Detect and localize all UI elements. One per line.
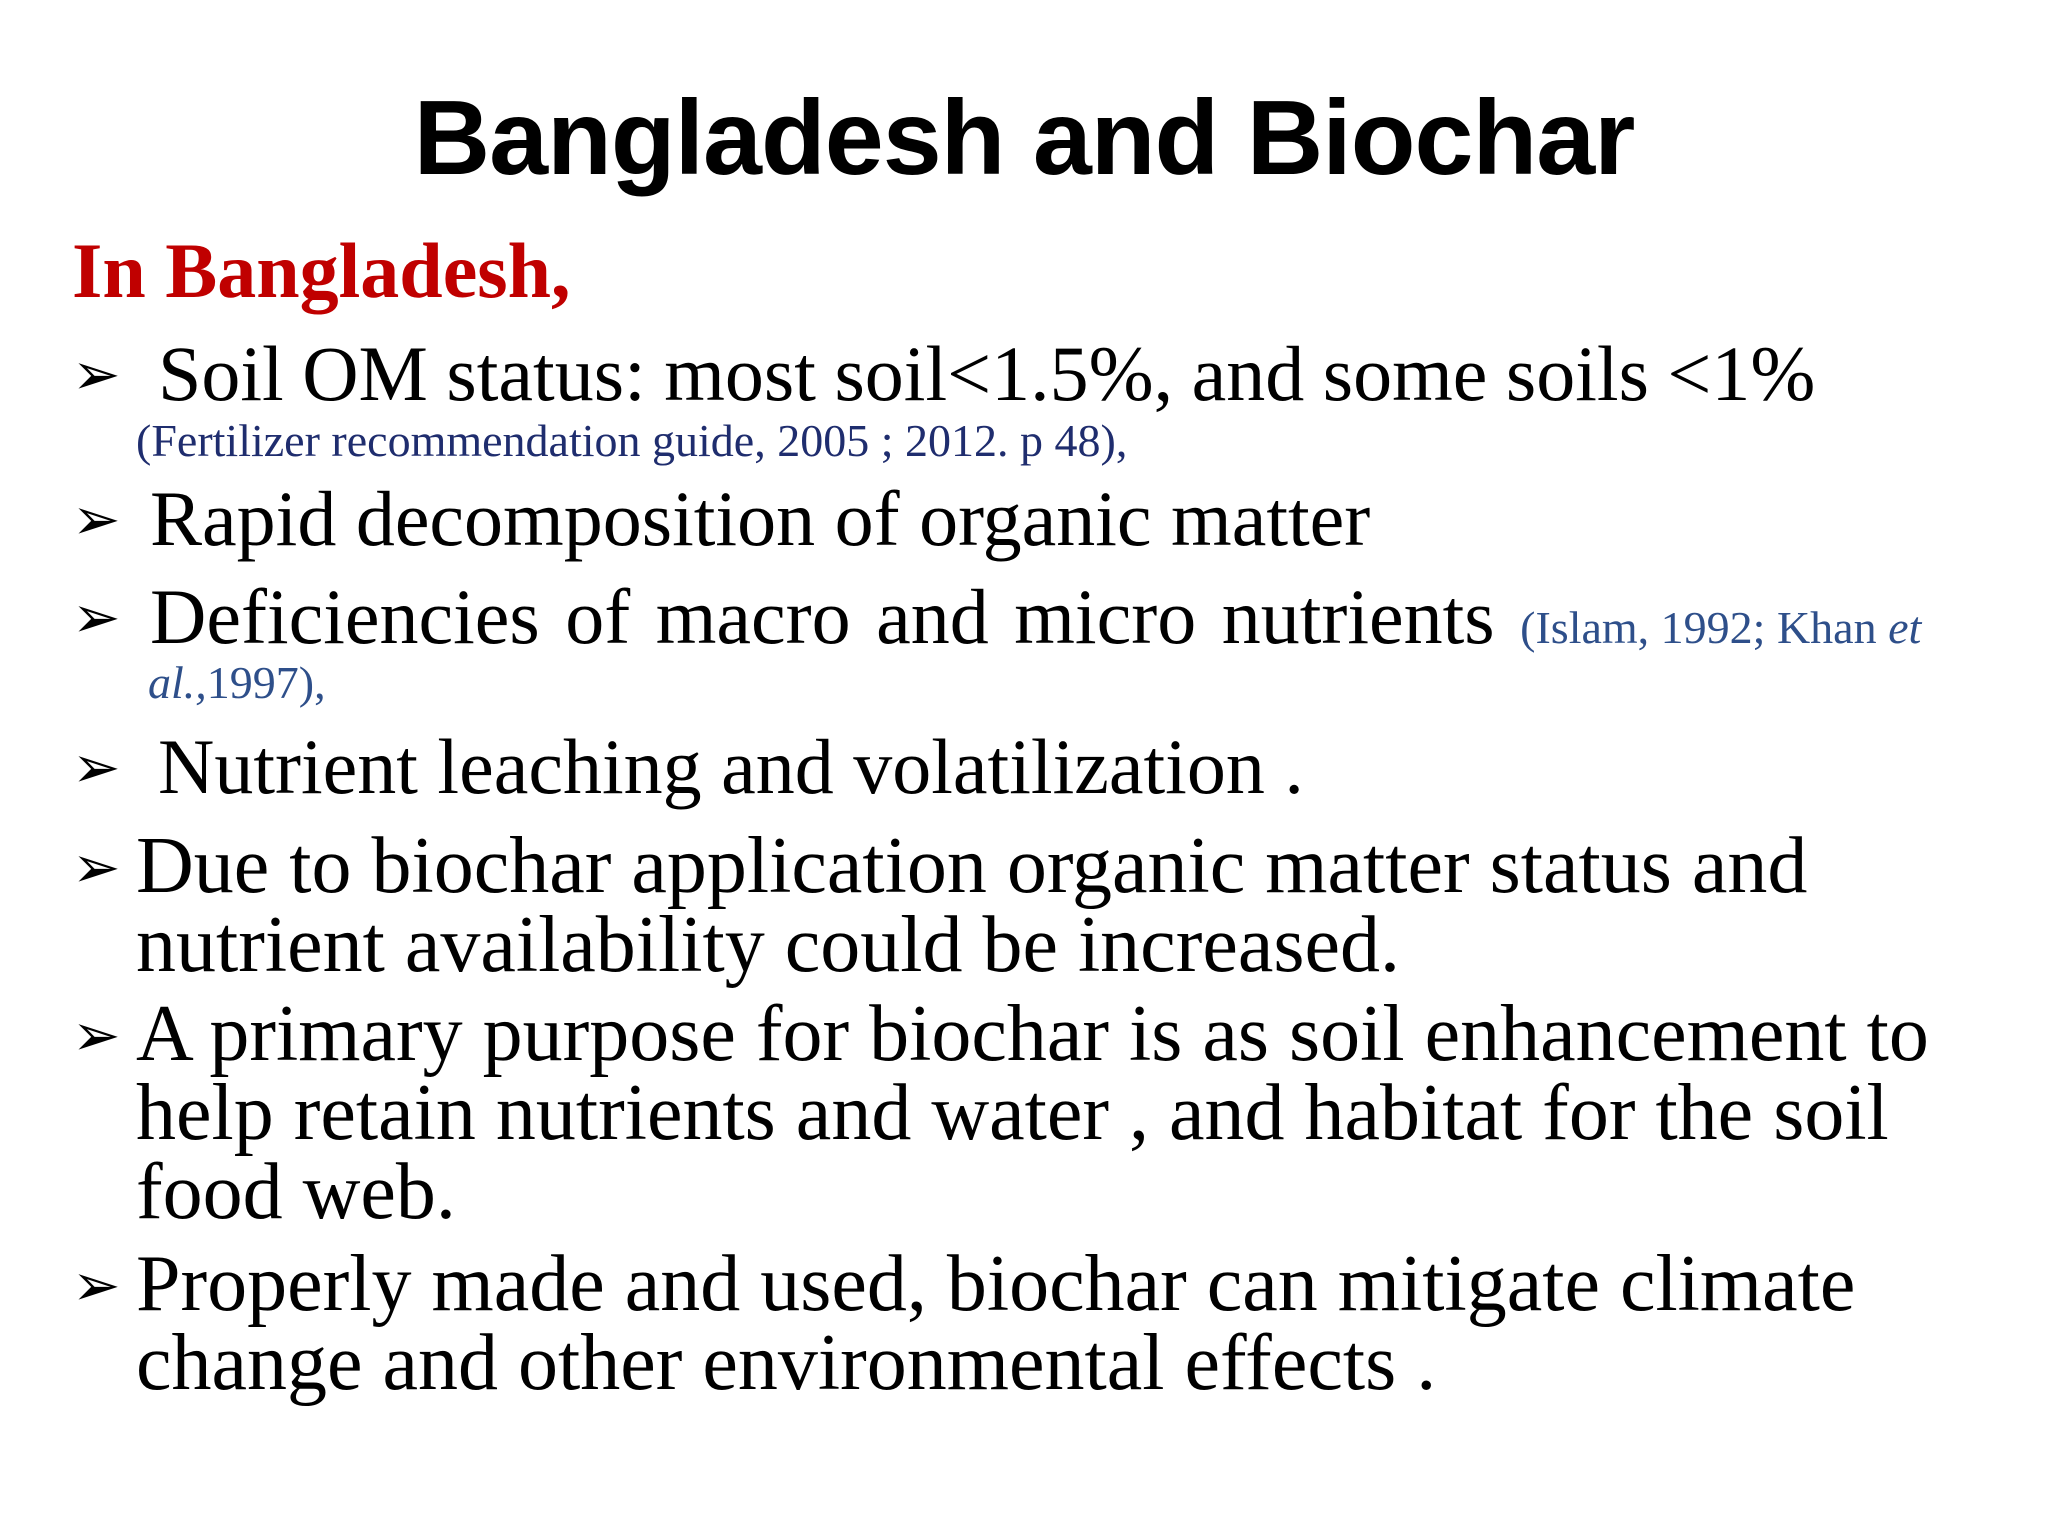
bullet-item-5-line-1: Due to biochar application organic matter status and (136, 822, 1808, 910)
citation-italic: et (1888, 602, 1922, 653)
bullet-item-6-line-2: help retain nutrients and water , and habitat for the soil (136, 1069, 1889, 1157)
arrowhead-bullet-icon: ➢ (72, 833, 121, 901)
bullet-item-3-citation-cont (148, 657, 326, 708)
citation-italic: al., (148, 657, 207, 708)
arrowhead-bullet-icon: ➢ (72, 1001, 121, 1069)
bullet-item-3-citation-inline (1520, 602, 1921, 653)
section-subhead: In Bangladesh, (72, 227, 571, 314)
bullet-item-6-line-1: A primary purpose for biochar is as soil enhancement to (136, 990, 1929, 1078)
arrowhead-bullet-icon: ➢ (72, 340, 121, 408)
citation-text: (Islam, 1992; Khan (1520, 602, 1889, 653)
citation-text: 1997), (206, 657, 326, 708)
bullet-item-7-line-1: Properly made and used, biochar can mitigate climate (136, 1240, 1856, 1328)
bullet-item-2-line-1: Rapid decomposition of organic matter (150, 475, 1371, 562)
bullet-item-1-line-1: Soil OM status: most soil<1.5%, and some soils <1% (158, 330, 1816, 417)
arrowhead-bullet-icon: ➢ (72, 583, 121, 651)
bullet-item-3-text: Deficiencies of macro and micro nutrients (150, 573, 1495, 660)
arrowhead-bullet-icon: ➢ (72, 1251, 121, 1319)
arrowhead-bullet-icon: ➢ (72, 733, 121, 801)
bullet-item-1-citation: (Fertilizer recommendation guide, 2005 ; 2012. p 48), (136, 415, 1128, 466)
bullet-item-7-line-2: change and other environmental effects . (136, 1319, 1437, 1407)
bullet-item-3-line-1 (150, 573, 1922, 660)
arrowhead-bullet-icon: ➢ (72, 485, 121, 553)
bullet-item-6-line-3: food web. (136, 1148, 456, 1236)
slide-title: Bangladesh and Biochar (413, 79, 1635, 197)
bullet-item-4-line-1: Nutrient leaching and volatilization . (158, 723, 1304, 810)
bullet-item-5-line-2: nutrient availability could be increased. (136, 901, 1400, 989)
